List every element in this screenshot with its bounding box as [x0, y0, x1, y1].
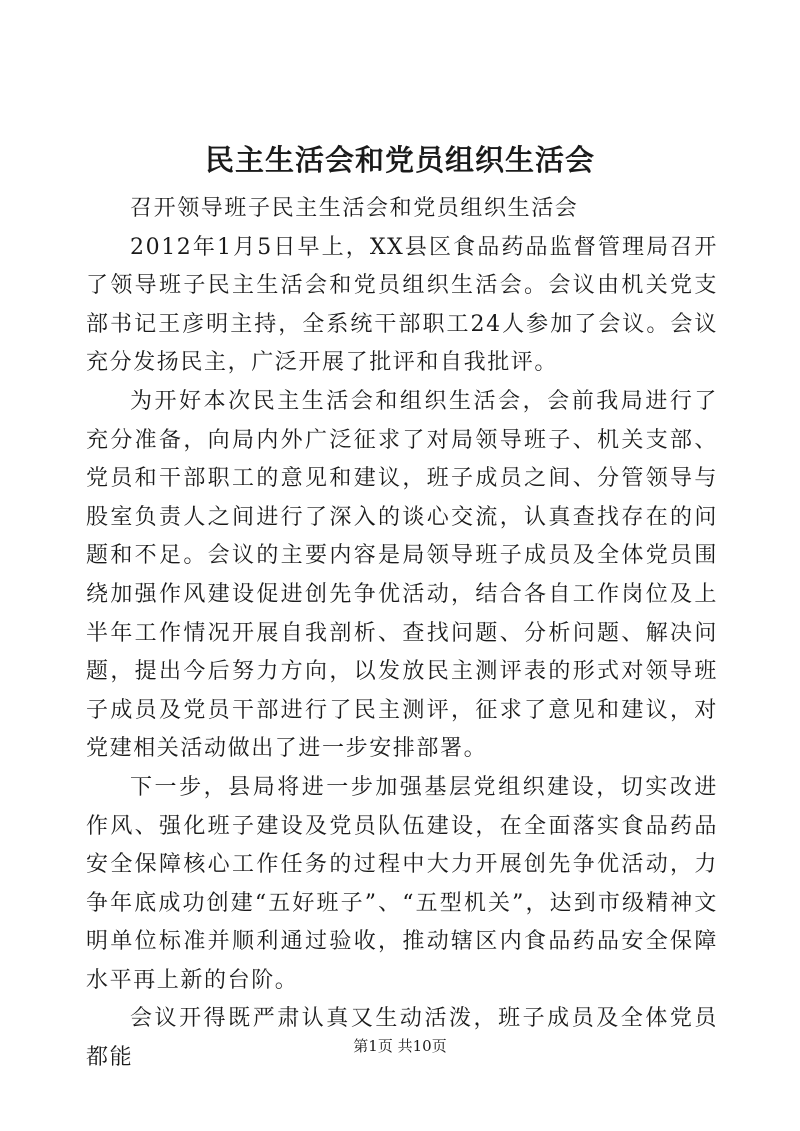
paragraph-preparation: 为开好本次民主生活会和组织生活会，会前我局进行了充分准备，向局内外广泛征求了对局领导班子、机关支部、党员和干部职工的意见和建议，班子成员之间、分管领导与股室负责人之间进行了深入的谈心交流，认真查找存在的问题和不足。会议的主要内容是局领导班子成员及全体党员围绕加强作风建设促进创先争优活动，结合各自工作岗位及上半年工作情况开展自我剖析、查找问题、分析问题、解决问题，提出今后努力方向，以发放民主测评表的形式对领导班子成员及党员干部进行了民主测评，征求了意见和建议，对党建相关活动做出了进一步安排部署。: [86, 388, 718, 762]
paragraph-meeting-summary: 2012年1月5日早上，XX县区食品药品监督管理局召开了领导班子民主生活会和党员组织生活会。会议由机关党支部书记王彦明主持，全系统干部职工24人参加了会议。会议充分发扬民主，广泛开展了批评和自我批评。: [86, 234, 718, 376]
document-body: [86, 190, 718, 1078]
paragraph-next-steps: 下一步，县局将进一步加强基层党组织建设，切实改进作风、强化班子建设及党员队伍建设，在全面落实食品药品安全保障核心工作任务的过程中大力开展创先争优活动，力争年底成功创建“五好班子”、“五型机关”，达到市级精神文明单位标准并顺利通过验收，推动辖区内食品药品安全保障水平再上新的台阶。: [86, 774, 718, 993]
paragraph-conclusion: 会议开得既严肃认真又生动活泼，班子成员及全体党员都能: [86, 1006, 718, 1071]
page-number-footer: 第1页 共10页: [353, 1037, 447, 1055]
paragraph-subtitle: 召开领导班子民主生活会和党员组织生活会: [130, 196, 579, 221]
document-title: 民主生活会和党员组织生活会: [204, 143, 595, 177]
